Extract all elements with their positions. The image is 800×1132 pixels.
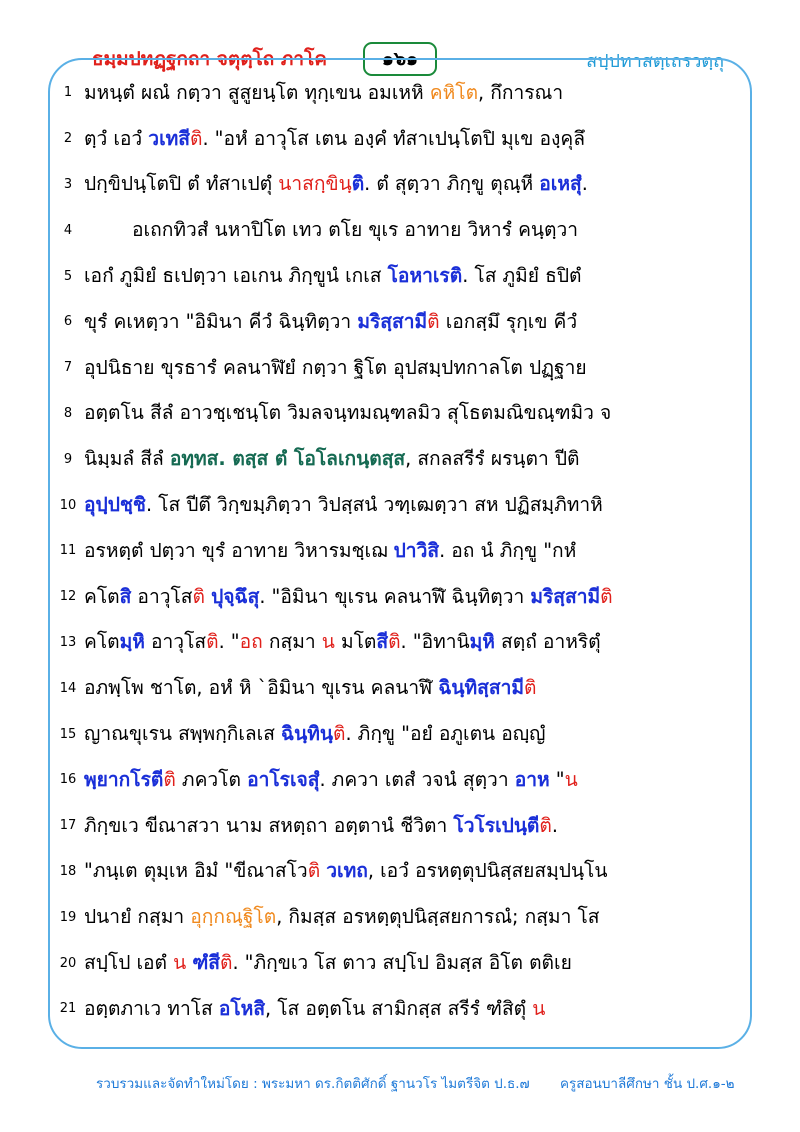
text-segment: "ภนฺเต ตุมฺเห อิมํ "ขีณาสโว: [84, 859, 308, 883]
text-segment: .: [551, 813, 558, 837]
line-text: [84, 582, 728, 612]
text-segment: กสฺมา: [262, 630, 322, 654]
highlighted-word: อเหสุํ: [539, 172, 582, 196]
line-number: 10: [59, 497, 77, 513]
line-text: [84, 994, 728, 1024]
text-segment: เอกํ ภูมิยํ ธเปตฺวา เอเกน ภิกฺขูนํ เกเส: [84, 264, 388, 288]
text-segment: . โส ภูมิยํ ธปิตํ: [462, 264, 582, 288]
highlighted-word: นาสกฺขินฺ: [278, 172, 352, 196]
highlighted-word: อุกฺกณฺฐิโต: [190, 905, 277, 929]
line-number: 20: [59, 955, 77, 971]
line-number: 6: [63, 314, 73, 330]
line-text: [84, 948, 728, 978]
footer-compiler: รวบรวมและจัดทำใหม่โดย : พระมหา ดร.กิตติศักดิ์ ฐานวโร ไมตรีจิต ป.ธ.๗: [96, 1076, 530, 1092]
line-number: 15: [59, 726, 77, 742]
highlighted-word: ติ: [524, 676, 537, 700]
highlighted-word: ปุจฺฉึสุ: [211, 584, 260, 608]
highlighted-word: ติ: [351, 172, 365, 196]
text-segment: . "อหํ อาวุโส เตน องฺคํ ทํสาเปนฺโตปิ มุเข องฺคุลึ: [202, 126, 585, 150]
text-segment: อตฺตภาเว ทาโส: [84, 996, 219, 1020]
line-text: [84, 902, 728, 932]
highlighted-word: มฺหิ: [119, 630, 145, 654]
text-segment: ภิกฺขเว ขีณาสวา นาม สหตฺถา อตฺตานํ ชีวิตา: [84, 813, 454, 837]
text-segment: อุปนิธาย ขุรธารํ คลนาฬิยํ กตฺวา ฐิโต อุปสมฺปทกาลโต ปฏฺฐาย: [84, 355, 587, 379]
header-right-title: สปฺปทาสตฺเถรวตฺถุ: [586, 51, 724, 72]
line-number: 11: [59, 543, 77, 559]
highlighted-word: มริสฺสามี: [357, 309, 428, 333]
text-segment: อรหตฺตํ ปตฺวา ขุรํ อาทาย วิหารมชฺเฌ: [84, 538, 394, 562]
text-line: [52, 482, 728, 528]
line-number: 19: [59, 909, 77, 925]
highlighted-word: ติ: [600, 584, 613, 608]
highlighted-word: อาโรเจสุํ: [247, 767, 320, 791]
text-line: [52, 803, 728, 849]
text-segment: , กิมสฺส อรหตฺตุปนิสฺสยการณํ; กสฺมา โส: [276, 905, 600, 929]
line-number: 16: [59, 772, 77, 788]
text-segment: มโต: [334, 630, 377, 654]
text-line: [52, 894, 728, 940]
text-segment: สตฺถํ อาหริตุํ: [494, 630, 601, 654]
text-segment: . อถ นํ ภิกฺขู "กหํ: [439, 538, 577, 562]
text-line: [52, 436, 728, 482]
text-segment: อเถกทิวสํ นหาปิโต เทว ตโย ขุเร อาทาย วิหารํ คนฺตฺวา: [132, 218, 579, 242]
highlighted-word: ติ: [190, 126, 203, 150]
text-segment: เอกสฺมึ รุกฺเข คีวํ: [439, 309, 578, 333]
header-left-title: ธมฺมปทฏฺฐกถา จตุตฺโถ ภาโค: [92, 48, 328, 70]
highlighted-word: ปาวิสิ: [393, 538, 440, 562]
line-text: [84, 444, 728, 474]
highlighted-word: อุปฺปชฺชิ: [84, 493, 146, 517]
text-segment: อาวุโส: [144, 630, 207, 654]
text-line: [52, 574, 728, 620]
text-segment: คโต: [84, 584, 120, 608]
line-text: [84, 811, 728, 841]
line-text: [84, 353, 728, 383]
text-segment: นิมฺมลํ สีลํ: [84, 447, 170, 471]
highlighted-word: อโหสิ: [218, 996, 266, 1020]
text-segment: มหนฺตํ ผณํ กตฺวา สูสูยนฺโต ทุกฺเขน อมเหหิ: [84, 80, 430, 104]
highlighted-word: มฺหิ: [469, 630, 495, 654]
highlighted-word: น: [564, 767, 578, 791]
line-text: [84, 124, 728, 154]
line-text: [84, 307, 728, 337]
text-segment: . โส ปีตึ วิกฺขมฺภิตฺวา วิปสฺสนํ วฑฺเฒตฺวา สห ปฏิสมฺภิทาหิ: [145, 493, 603, 517]
text-segment: อตฺตโน สีลํ อาวชฺเชนฺโต วิมลจนฺทมณฺฑลมิว สุโธตมณิขณฺฑมิว จ: [84, 401, 612, 425]
text-line: [52, 665, 728, 711]
highlighted-word: ติ: [192, 584, 205, 608]
text-segment: สปฺโป เอตํ: [84, 951, 174, 975]
line-text: [84, 627, 728, 657]
text-line: [52, 345, 728, 391]
line-number: 1: [63, 85, 73, 101]
text-segment: . "อิมินา ขุเรน คลนาฬึ ฉินฺทิตฺวา: [259, 584, 531, 608]
line-text: [84, 78, 728, 108]
line-number: 14: [59, 680, 77, 696]
line-number: 13: [59, 634, 77, 650]
highlighted-word: ติ: [388, 630, 401, 654]
highlighted-word: ติ: [427, 309, 440, 333]
text-segment: . "ภิกฺขเว โส ตาว สปฺโป อิมสฺส อิโต ตติเย: [232, 951, 572, 975]
text-segment: ปกฺขิปนฺโตปิ ตํ ทํสาเปตุํ: [84, 172, 279, 196]
text-segment: อภพฺโพ ชาโต, อหํ หิ `อิมินา ขุเรน คลนาฬึ: [84, 676, 439, 700]
line-text: [84, 765, 728, 795]
highlighted-word: สิ: [119, 584, 132, 608]
highlighted-word: ติ: [220, 951, 233, 975]
highlighted-word: อาห: [514, 767, 550, 791]
text-line: [52, 391, 728, 437]
line-number: 4: [63, 222, 73, 238]
highlighted-word: น: [173, 951, 187, 975]
highlighted-word: ฑํสี: [192, 951, 220, 975]
line-text: [84, 673, 728, 703]
line-text: [84, 398, 728, 428]
text-line: [52, 757, 728, 803]
text-segment: . "อิทานิ: [400, 630, 470, 654]
text-segment: . ภควา เตสํ วจนํ สุตฺวา: [319, 767, 515, 791]
text-segment: ปนายํ กสฺมา: [84, 905, 191, 929]
footer: [96, 1072, 735, 1094]
highlighted-word: โอหาเรติ: [387, 264, 463, 288]
text-segment: , สกลสรีรํ ผรนฺตา ปีติ: [405, 447, 580, 471]
text-line: [52, 253, 728, 299]
text-line: [52, 162, 728, 208]
highlighted-word: วเทถ: [326, 859, 368, 883]
line-text: [84, 719, 728, 749]
highlighted-word: ติ: [307, 859, 321, 883]
highlighted-word: ติ: [163, 767, 176, 791]
highlighted-word: น: [321, 630, 335, 654]
text-line: [52, 849, 728, 895]
line-number: 5: [63, 268, 73, 284]
line-text: [84, 169, 728, 199]
highlighted-word: โวโรเปนฺตี: [453, 813, 540, 837]
highlighted-word: ฉินฺทิสฺสามี: [438, 676, 524, 700]
highlighted-word: พฺยากโรตี: [84, 767, 164, 791]
text-segment: ขุรํ คเหตฺวา "อิมินา คีวํ ฉินฺทิตฺวา: [84, 309, 358, 333]
line-number: 18: [59, 863, 77, 879]
text-segment: ": [549, 767, 565, 791]
text-segment: ตฺวํ เอวํ: [84, 126, 149, 150]
line-number: 9: [63, 451, 73, 467]
text-line: [52, 207, 728, 253]
text-segment: , เอวํ อรหตฺตุปนิสฺสยสมฺปนฺโน: [367, 859, 608, 883]
text-line: [52, 528, 728, 574]
text-segment: คโต: [84, 630, 120, 654]
line-number: 17: [59, 818, 77, 834]
text-line: [52, 711, 728, 757]
line-text: [84, 856, 728, 886]
footer-teacher: ครูสอนบาลีศึกษา ชั้น ป.ศ.๑-๒: [560, 1076, 735, 1092]
text-segment: . ": [218, 630, 240, 654]
text-segment: .: [581, 172, 588, 196]
text-line: [52, 299, 728, 345]
line-number: 2: [63, 131, 73, 147]
line-number: 8: [63, 405, 73, 421]
text-lines: [52, 70, 728, 1032]
line-number: 12: [59, 589, 77, 605]
line-number: 3: [63, 176, 73, 192]
line-text: [84, 215, 728, 245]
line-text: [84, 261, 728, 291]
highlighted-word: ติ: [539, 813, 552, 837]
line-number: 21: [59, 1001, 77, 1017]
text-line: [52, 940, 728, 986]
text-line: [52, 116, 728, 162]
highlighted-word: น: [532, 996, 546, 1020]
highlighted-word: อถ: [239, 630, 263, 654]
highlighted-word: วเทสี: [148, 126, 190, 150]
page-number-badge: ๑๖๑: [363, 42, 437, 76]
text-segment: . ตํ สุตฺวา ภิกฺขู ตุณฺหี: [364, 172, 540, 196]
line-text: [84, 536, 728, 566]
text-line: [52, 986, 728, 1032]
highlighted-word: อทฺทส. ตสฺส ตํ โอโลเกนฺตสฺส: [169, 447, 406, 471]
text-segment: ญาณขุเรน สพฺพกฺกิเลเส: [84, 722, 282, 746]
text-segment: ภควโต: [175, 767, 248, 791]
text-segment: , กึการณา: [478, 80, 564, 104]
highlighted-word: ติ: [206, 630, 219, 654]
line-text: [84, 490, 728, 520]
text-segment: อาวุโส: [131, 584, 193, 608]
highlighted-word: คหิโต: [429, 80, 479, 104]
highlighted-word: ติ: [333, 722, 346, 746]
text-segment: . ภิกฺขู "อยํ อภูเตน อญฺญํ: [345, 722, 546, 746]
text-line: [52, 70, 728, 116]
highlighted-word: มริสฺสามี: [530, 584, 601, 608]
text-line: [52, 620, 728, 666]
line-number: 7: [63, 360, 73, 376]
highlighted-word: สี: [376, 630, 389, 654]
highlighted-word: ฉินฺทินฺ: [281, 722, 333, 746]
text-segment: , โส อตฺตโน สามิกสฺส สรีรํ ฑํสิตุํ: [265, 996, 533, 1020]
